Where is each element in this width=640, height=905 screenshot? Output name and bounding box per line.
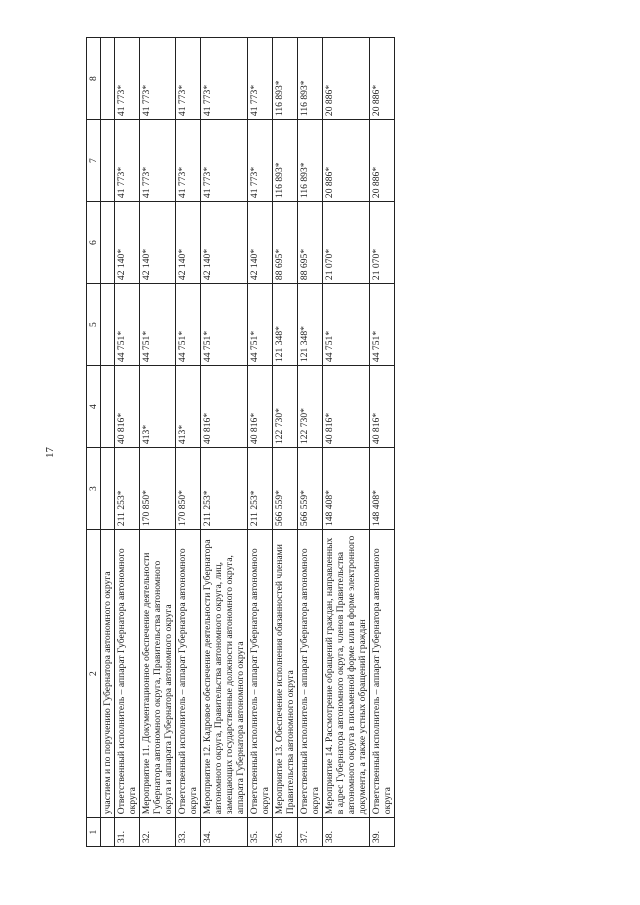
row-value: 40 816*: [248, 366, 273, 448]
table-row: [101, 38, 115, 847]
row-value: 44 751*: [201, 284, 248, 366]
table-row: [201, 38, 248, 847]
row-number: [101, 818, 115, 847]
row-number: 31.: [115, 818, 140, 847]
table-row: [115, 38, 140, 847]
row-value: 122 730*: [298, 366, 323, 448]
row-value: 566 559*: [298, 448, 323, 530]
row-value: 211 253*: [115, 448, 140, 530]
row-value: 41 773*: [176, 38, 201, 120]
table-row: [298, 38, 323, 847]
row-value: 41 773*: [201, 38, 248, 120]
row-description: Мероприятие 11. Документационное обеспечение деятельности Губернатора автономного округа, Правительства автономного округа и аппарата Губернатора автономного округа: [140, 530, 176, 818]
row-description: Мероприятие 12. Кадровое обеспечение деятельности Губернатора автономного округа, Правительства автономного округа, лиц, замещающих государственные должности автономного округа, аппарата Губернатора автономного округа: [201, 530, 248, 818]
column-number: 5: [87, 284, 101, 366]
row-value: 88 695*: [273, 202, 298, 284]
row-description: Ответственный исполнитель – аппарат Губернатора автономного округа: [176, 530, 201, 818]
row-value: 413*: [176, 366, 201, 448]
budget-table: [86, 37, 395, 847]
row-number: 34.: [201, 818, 248, 847]
row-value: 41 773*: [248, 120, 273, 202]
row-value: 44 751*: [115, 284, 140, 366]
row-value: 170 850*: [176, 448, 201, 530]
row-value: [101, 448, 115, 530]
row-value: 42 140*: [248, 202, 273, 284]
table-row: [248, 38, 273, 847]
row-value: 20 886*: [323, 38, 370, 120]
column-number: 2: [87, 530, 101, 818]
row-value: 41 773*: [248, 38, 273, 120]
row-value: 116 893*: [298, 120, 323, 202]
row-value: [101, 202, 115, 284]
row-value: 40 816*: [115, 366, 140, 448]
row-value: 211 253*: [248, 448, 273, 530]
row-value: [101, 120, 115, 202]
row-description: участием и по поручению Губернатора автономного округа: [101, 530, 115, 818]
row-value: 116 893*: [273, 38, 298, 120]
row-value: 42 140*: [115, 202, 140, 284]
row-value: 121 348*: [298, 284, 323, 366]
row-value: 170 850*: [140, 448, 176, 530]
row-value: 44 751*: [323, 284, 370, 366]
row-description: Мероприятие 14. Рассмотрение обращений граждан, направленных в адрес Губернатора автономного округа, членов Правительства автономного округа в письменной форме или в форме электронного документа, а также устных обращений граждан: [323, 530, 370, 818]
row-description: Мероприятие 13. Обеспечение исполнения обязанностей членами Правительства автономного округа: [273, 530, 298, 818]
row-value: 41 773*: [115, 38, 140, 120]
row-value: 21 070*: [323, 202, 370, 284]
column-number: 7: [87, 120, 101, 202]
row-value: 41 773*: [176, 120, 201, 202]
row-value: [101, 38, 115, 120]
table-row: [370, 38, 395, 847]
row-number: 37.: [298, 818, 323, 847]
row-number: 36.: [273, 818, 298, 847]
row-description: Ответственный исполнитель – аппарат Губернатора автономного округа: [115, 530, 140, 818]
row-value: 21 070*: [370, 202, 395, 284]
column-number: 6: [87, 202, 101, 284]
row-value: 116 893*: [273, 120, 298, 202]
row-value: 566 559*: [273, 448, 298, 530]
row-value: 116 893*: [298, 38, 323, 120]
table-row: [140, 38, 176, 847]
row-value: 122 730*: [273, 366, 298, 448]
table-row: [273, 38, 298, 847]
row-value: 41 773*: [115, 120, 140, 202]
row-number: 35.: [248, 818, 273, 847]
column-number: 3: [87, 448, 101, 530]
row-value: 40 816*: [370, 366, 395, 448]
row-value: 148 408*: [323, 448, 370, 530]
row-value: 20 886*: [323, 120, 370, 202]
page-number: 17: [44, 447, 56, 458]
row-value: 44 751*: [248, 284, 273, 366]
row-value: 211 253*: [201, 448, 248, 530]
row-value: 413*: [140, 366, 176, 448]
row-description: Ответственный исполнитель – аппарат Губернатора автономного округа: [298, 530, 323, 818]
row-value: [101, 284, 115, 366]
row-value: 44 751*: [176, 284, 201, 366]
row-value: 88 695*: [298, 202, 323, 284]
row-value: 42 140*: [201, 202, 248, 284]
column-number: 8: [87, 38, 101, 120]
row-number: 38.: [323, 818, 370, 847]
row-number: 39.: [370, 818, 395, 847]
column-number: 1: [87, 818, 101, 847]
row-value: 20 886*: [370, 120, 395, 202]
row-description: Ответственный исполнитель – аппарат Губернатора автономного округа: [370, 530, 395, 818]
row-value: 41 773*: [201, 120, 248, 202]
column-number-row: [87, 38, 101, 847]
table-row: [176, 38, 201, 847]
row-value: 41 773*: [140, 38, 176, 120]
row-value: 44 751*: [370, 284, 395, 366]
row-value: 20 886*: [370, 38, 395, 120]
table-row: [323, 38, 370, 847]
row-value: 40 816*: [323, 366, 370, 448]
row-value: 40 816*: [201, 366, 248, 448]
column-number: 4: [87, 366, 101, 448]
row-value: 148 408*: [370, 448, 395, 530]
row-value: 121 348*: [273, 284, 298, 366]
row-value: [101, 366, 115, 448]
row-number: 32.: [140, 818, 176, 847]
row-description: Ответственный исполнитель – аппарат Губернатора автономного округа: [248, 530, 273, 818]
row-number: 33.: [176, 818, 201, 847]
row-value: 42 140*: [176, 202, 201, 284]
row-value: 42 140*: [140, 202, 176, 284]
row-value: 41 773*: [140, 120, 176, 202]
row-value: 44 751*: [140, 284, 176, 366]
